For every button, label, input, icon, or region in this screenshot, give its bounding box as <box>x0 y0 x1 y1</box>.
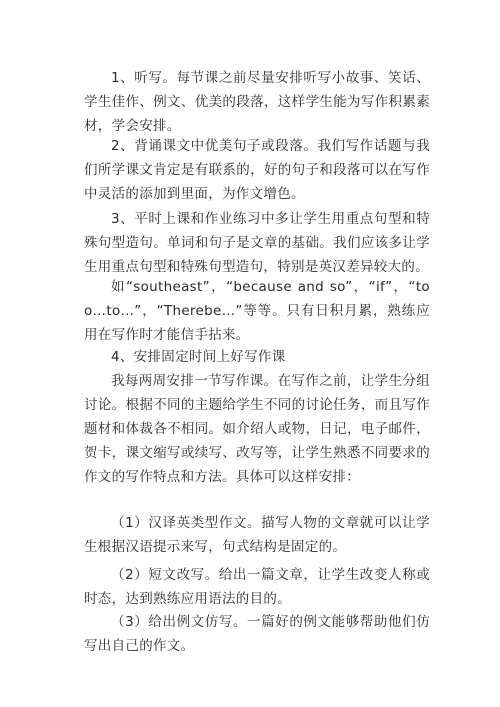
paragraph-heading-writing-class: 4、安排固定时间上好写作课 <box>111 349 286 365</box>
paragraph-recitation: 2、背诵课文中优美句子或段落。我们写作话题与我们所学课文肯定是有联系的，好的句子和段落可以在写作中灵活的添加到里面，为作文增色。 <box>84 138 430 202</box>
paragraph-examples: 如“southeast”，“because and so”，“if”，“too…to…”，“Therebe…”等等。只有日积月累，熟练应用在写作时才能信手拈来。 <box>84 279 430 343</box>
paragraph-item-rewrite: （2）短文改写。给出一篇文章，让学生改变人称或时态，达到熟练应用语法的目的。 <box>84 567 430 607</box>
paragraph-item-imitation: （3）给出例文仿写。一篇好的例文能够帮助他们仿写出自己的作文。 <box>84 614 430 654</box>
paragraph-item-translation: （1）汉译英类型作文。描写人物的文章就可以让学生根据汉语提示来写，句式结构是固定的。 <box>84 515 430 555</box>
paragraph-dictation: 1、听写。每节课之前尽量安排听写小故事、笑话、学生佳作、例文、优美的段落，这样学生能为写作积累素材，学会安排。 <box>84 70 430 134</box>
paragraph-sentence-making: 3、平时上课和作业练习中多让学生用重点句型和特殊句型造句。单词和句子是文章的基础。我们应该多让学生用重点句型和特殊句型造句，特别是英汉差异较大的。 <box>84 211 430 275</box>
paragraph-writing-class: 我每两周安排一节写作课。在写作之前，让学生分组讨论。根据不同的主题给学生不同的讨论任务，而且写作题材和体裁各不相同。如介绍人或物，日记，电子邮件，贺卡，课文缩写或续写、改写等，让学生熟悉不同要求的作文的写作特点和方法。具体可以这样安排： <box>84 373 430 485</box>
